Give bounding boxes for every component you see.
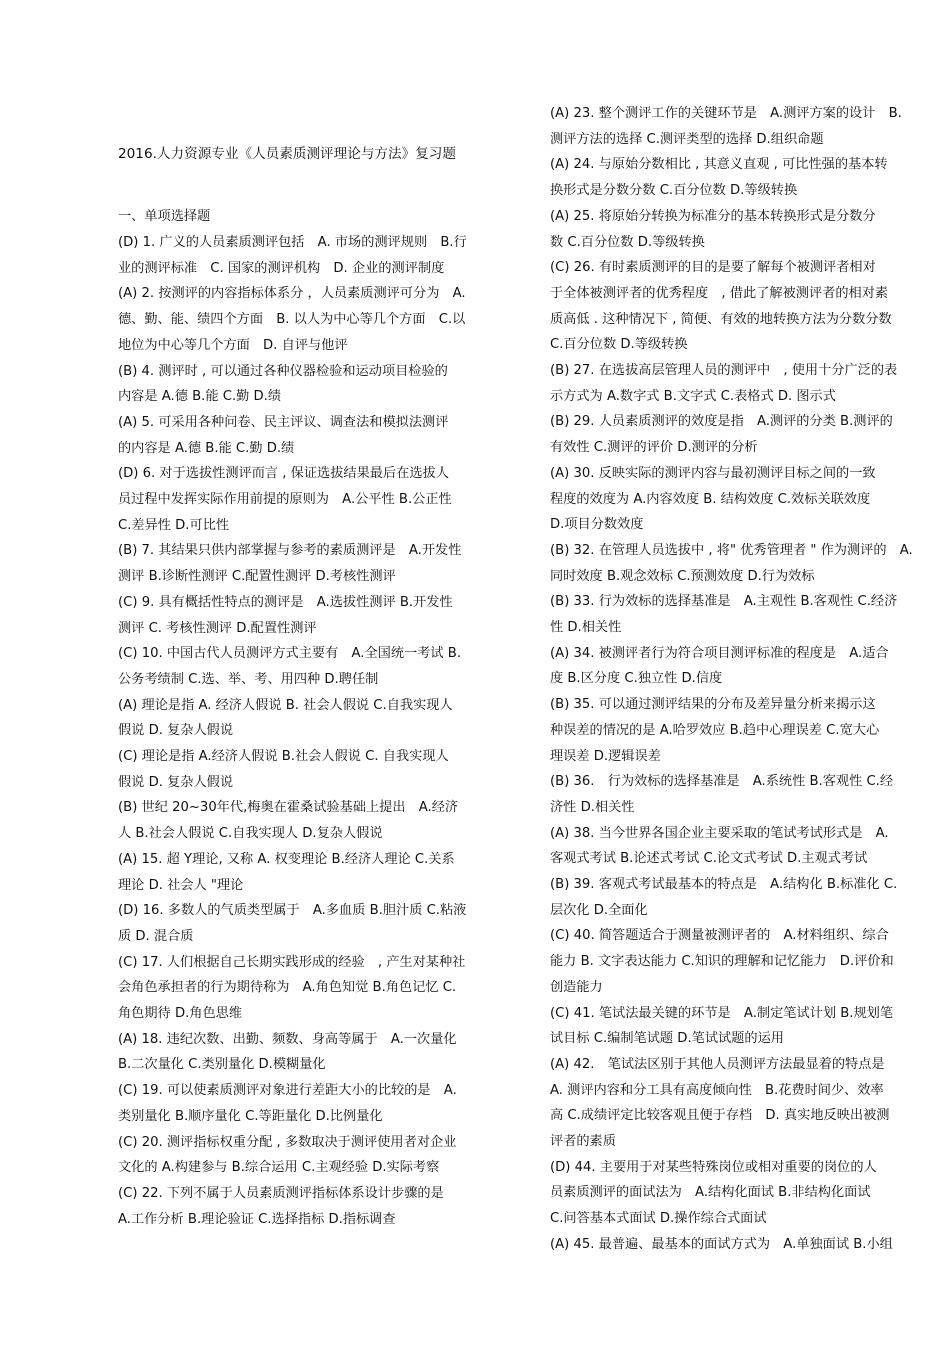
question-line: 济性 D.相关性 [550,799,635,815]
question-line: (B) 32. 在管理人员选拔中 , 将" 优秀管理者 " 作为测评的 A. [550,542,913,558]
question-line: 评者的素质 [550,1134,616,1149]
question-line: (A) 15. 超 Y理论, 又称 A. 权变理论 B.经济人理论 C.关系 [118,851,455,867]
question-line: D.项目分数效度 [550,517,644,533]
question-line: A.工作分析 B.理论验证 C.选择指标 D.指标调查 [118,1211,396,1227]
question-line: (B) 36. 行为效标的选择基准是 A.系统性 B.客观性 C.经 [550,774,894,790]
question-line: 角色期待 D.角色思维 [118,1006,243,1021]
question-line: (B) 4. 测评时 , 可以通过各种仪器检验和运动项目检验的 [118,363,448,379]
question-line: 数 C.百分位数 D.等级转换 [550,234,705,250]
question-line: 能力 B. 文字表达能力 C.知识的理解和记忆能力 D.评价和 [550,954,894,970]
question-line: (A) 24. 与原始分数相比 , 其意义直观 , 可比性强的基本转 [550,157,888,173]
question-line: (D) 1. 广义的人员素质测评包括 A. 市场的测评规则 B.行 [118,235,467,250]
question-line: (B) 29. 人员素质测评的效度是指 A.测评的分类 B.测评的 [550,414,893,430]
question-line: 内容是 A.德 B.能 C.勤 D.绩 [118,389,282,405]
question-line: (A) 25. 将原始分转换为标准分的基本转换形式是分数分 [550,208,876,224]
question-line: (C) 17. 人们根据自己长期实践形成的经验 , 产生对某种社 [118,954,466,970]
document-title: 2016.人力资源专业《人员素质测评理论与方法》复习题 [118,146,456,162]
question-line: (D) 44. 主要用于对某些特殊岗位或相对重要的岗位的人 [550,1159,877,1175]
question-line: (C) 20. 测评指标权重分配 , 多数取决于测评使用者对企业 [118,1134,457,1150]
question-line: 试目标 C.编制笔试题 D.笔试试题的运用 [550,1031,784,1047]
question-line: 高 C.成绩评定比较客观且便于存档 D. 真实地反映出被测 [550,1108,890,1124]
question-line: C.问答基本式面试 D.操作综合式面试 [550,1211,767,1227]
question-line: B.二次量化 C.类别量化 D.模糊量化 [118,1057,326,1073]
question-line: (A) 2. 按测评的内容指标体系分 ，人员素质测评可分为 A. [118,286,466,302]
question-line: 测评 C. 考核性测评 D.配置性测评 [118,620,317,636]
question-line: (B) 世纪 20~30年代,梅奥在霍桑试验基础上提出 A.经济 [118,800,459,816]
question-line: A. 测评内容和分工具有高度倾向性 B.花费时间少、效率 [550,1082,884,1098]
question-line: 员素质测评的面试法为 A.结构化面试 B.非结构化面试 [550,1185,871,1201]
question-line: 理论 D. 社会人 "理论 [118,877,244,893]
question-line: 地位为中心等几个方面 D. 自评与他评 [118,337,348,353]
question-line: (A) 18. 违纪次数、出勤、频数、身高等属于 A.一次量化 [118,1031,457,1047]
question-line: C.百分位数 D.等级转换 [550,337,688,353]
question-line: (A) 5. 可采用各种问卷、民主评议、调查法和模拟法测评 [118,414,449,430]
question-line: 公务考绩制 C.选、举、考、用四种 D.聘任制 [118,671,379,687]
section-heading: 一、单项选择题 [118,209,211,224]
question-line: (D) 16. 多数人的气质类型属于 A.多血质 B.胆汁质 C.粘液 [118,903,467,919]
question-line: (B) 39. 客观式考试最基本的特点是 A.结构化 B.标准化 C. [550,877,898,892]
question-line: (D) 6. 对于选拔性测评而言 , 保证选拔结果最后在选拔人 [118,466,449,482]
question-line: (B) 35. 可以通过测评结果的分布及差异量分析来揭示这 [550,697,876,713]
question-line: (C) 41. 笔试法最关键的环节是 A.制定笔试计划 B.规划笔 [550,1005,894,1021]
question-line: (B) 33. 行为效标的选择基准是 A.主观性 B.客观性 C.经济 [550,594,898,610]
question-line: (A) 23. 整个测评工作的关键环节是 A.测评方案的设计 B. [550,106,902,121]
question-line: (C) 26. 有时素质测评的目的是要了解每个被测评者相对 [550,260,876,276]
question-line: 换形式是分数分数 C.百分位数 D.等级转换 [550,183,798,199]
question-line: 假说 D. 复杂人假说 [118,723,234,739]
question-line: (A) 理论是指 A. 经济人假说 B. 社会人假说 C.自我实现人 [118,697,453,713]
question-line: 人 B.社会人假说 C.自我实现人 D.复杂人假说 [118,826,383,842]
question-line: 创造能力 [550,979,603,995]
question-line: 质 D. 混合质 [118,928,194,944]
question-line: 有效性 C.测评的评价 D.测评的分析 [550,440,758,456]
question-line: (A) 45. 最普遍、最基本的面试方式为 A.单独面试 B.小组 [550,1236,893,1252]
question-line: (A) 38. 当今世界各国企业主要采取的笔试考试形式是 A. [550,825,889,841]
question-line: 类别量化 B.顺序量化 C.等距量化 D.比例量化 [118,1108,383,1124]
question-line: (B) 27. 在选拔高层管理人员的测评中 , 使用十分广泛的表 [550,363,898,378]
question-line: 于全体被测评者的优秀程度 , 借此了解被测评者的相对素 [550,285,889,301]
question-line: (C) 40. 简答题适合于测量被测评者的 A.材料组织、综合 [550,928,889,944]
question-line: C.差异性 D.可比性 [118,517,230,533]
question-line: 员过程中发挥实际作用前提的原则为 A.公平性 B.公正性 [118,492,452,507]
question-line: 理误差 D.逻辑误差 [550,748,661,764]
question-line: 程度的效度为 A.内容效度 B. 结构效度 C.效标关联效度 [550,491,871,507]
question-line: 文化的 A.构建参与 B.综合运用 C.主观经验 D.实际考察 [118,1160,440,1176]
question-line: (C) 19. 可以使素质测评对象进行差距大小的比较的是 A. [118,1083,457,1099]
question-line: 度 B.区分度 C.独立性 D.信度 [550,671,723,687]
question-line: 的内容是 A.德 B.能 C.勤 D.绩 [118,440,295,456]
question-line: (C) 9. 具有概括性特点的测评是 A.选拔性测评 B.开发性 [118,594,453,610]
question-line: 示方式为 A.数字式 B.文字式 C.表格式 D. 图示式 [550,388,836,404]
question-line: 性 D.相关性 [550,620,622,635]
question-line: 种误差的情况的是 A.哈罗效应 B.趋中心理误差 C.宽大心 [550,722,880,738]
question-line: 会角色承担者的行为期待称为 A.角色知觉 B.角色记忆 C. [118,980,457,996]
question-line: 假说 D. 复杂人假说 [118,774,234,790]
question-line: 质高低 . 这种情况下 , 简便、有效的地转换方法为分数分数 [550,311,892,327]
question-line: (A) 42. 笔试法区别于其他人员测评方法最显着的特点是 [550,1056,885,1072]
question-line: 业的测评标准 C. 国家的测评机构 D. 企业的测评制度 [118,260,445,276]
question-line: (A) 30. 反映实际的测评内容与最初测评目标之间的一致 [550,465,876,481]
question-line: (A) 34. 被测评者行为符合项目测评标准的程度是 A.适合 [550,645,889,661]
question-line: 德、勤、能、绩四个方面 B. 以人为中心等几个方面 C.以 [118,312,466,328]
question-line: (C) 理论是指 A.经济人假说 B.社会人假说 C. 自我实现人 [118,749,449,764]
question-line: 测评方法的选择 C.测评类型的选择 D.组织命题 [550,131,824,147]
question-line: 同时效度 B.观念效标 C.预测效度 D.行为效标 [550,568,815,584]
question-line: 测评 B.诊断性测评 C.配置性测评 D.考核性测评 [118,569,396,585]
question-line: 层次化 D.全面化 [550,902,648,918]
question-line: (C) 22. 下列不属于人员素质测评指标体系设计步骤的是 [118,1185,444,1201]
question-line: 客观式考试 B.论述式考试 C.论文式考试 D.主观式考试 [550,851,868,867]
question-line: (C) 10. 中国古代人员测评方式主要有 A.全国统一考试 B. [118,646,462,662]
question-line: (B) 7. 其结果只供内部掌握与参考的素质测评是 A.开发性 [118,543,462,559]
